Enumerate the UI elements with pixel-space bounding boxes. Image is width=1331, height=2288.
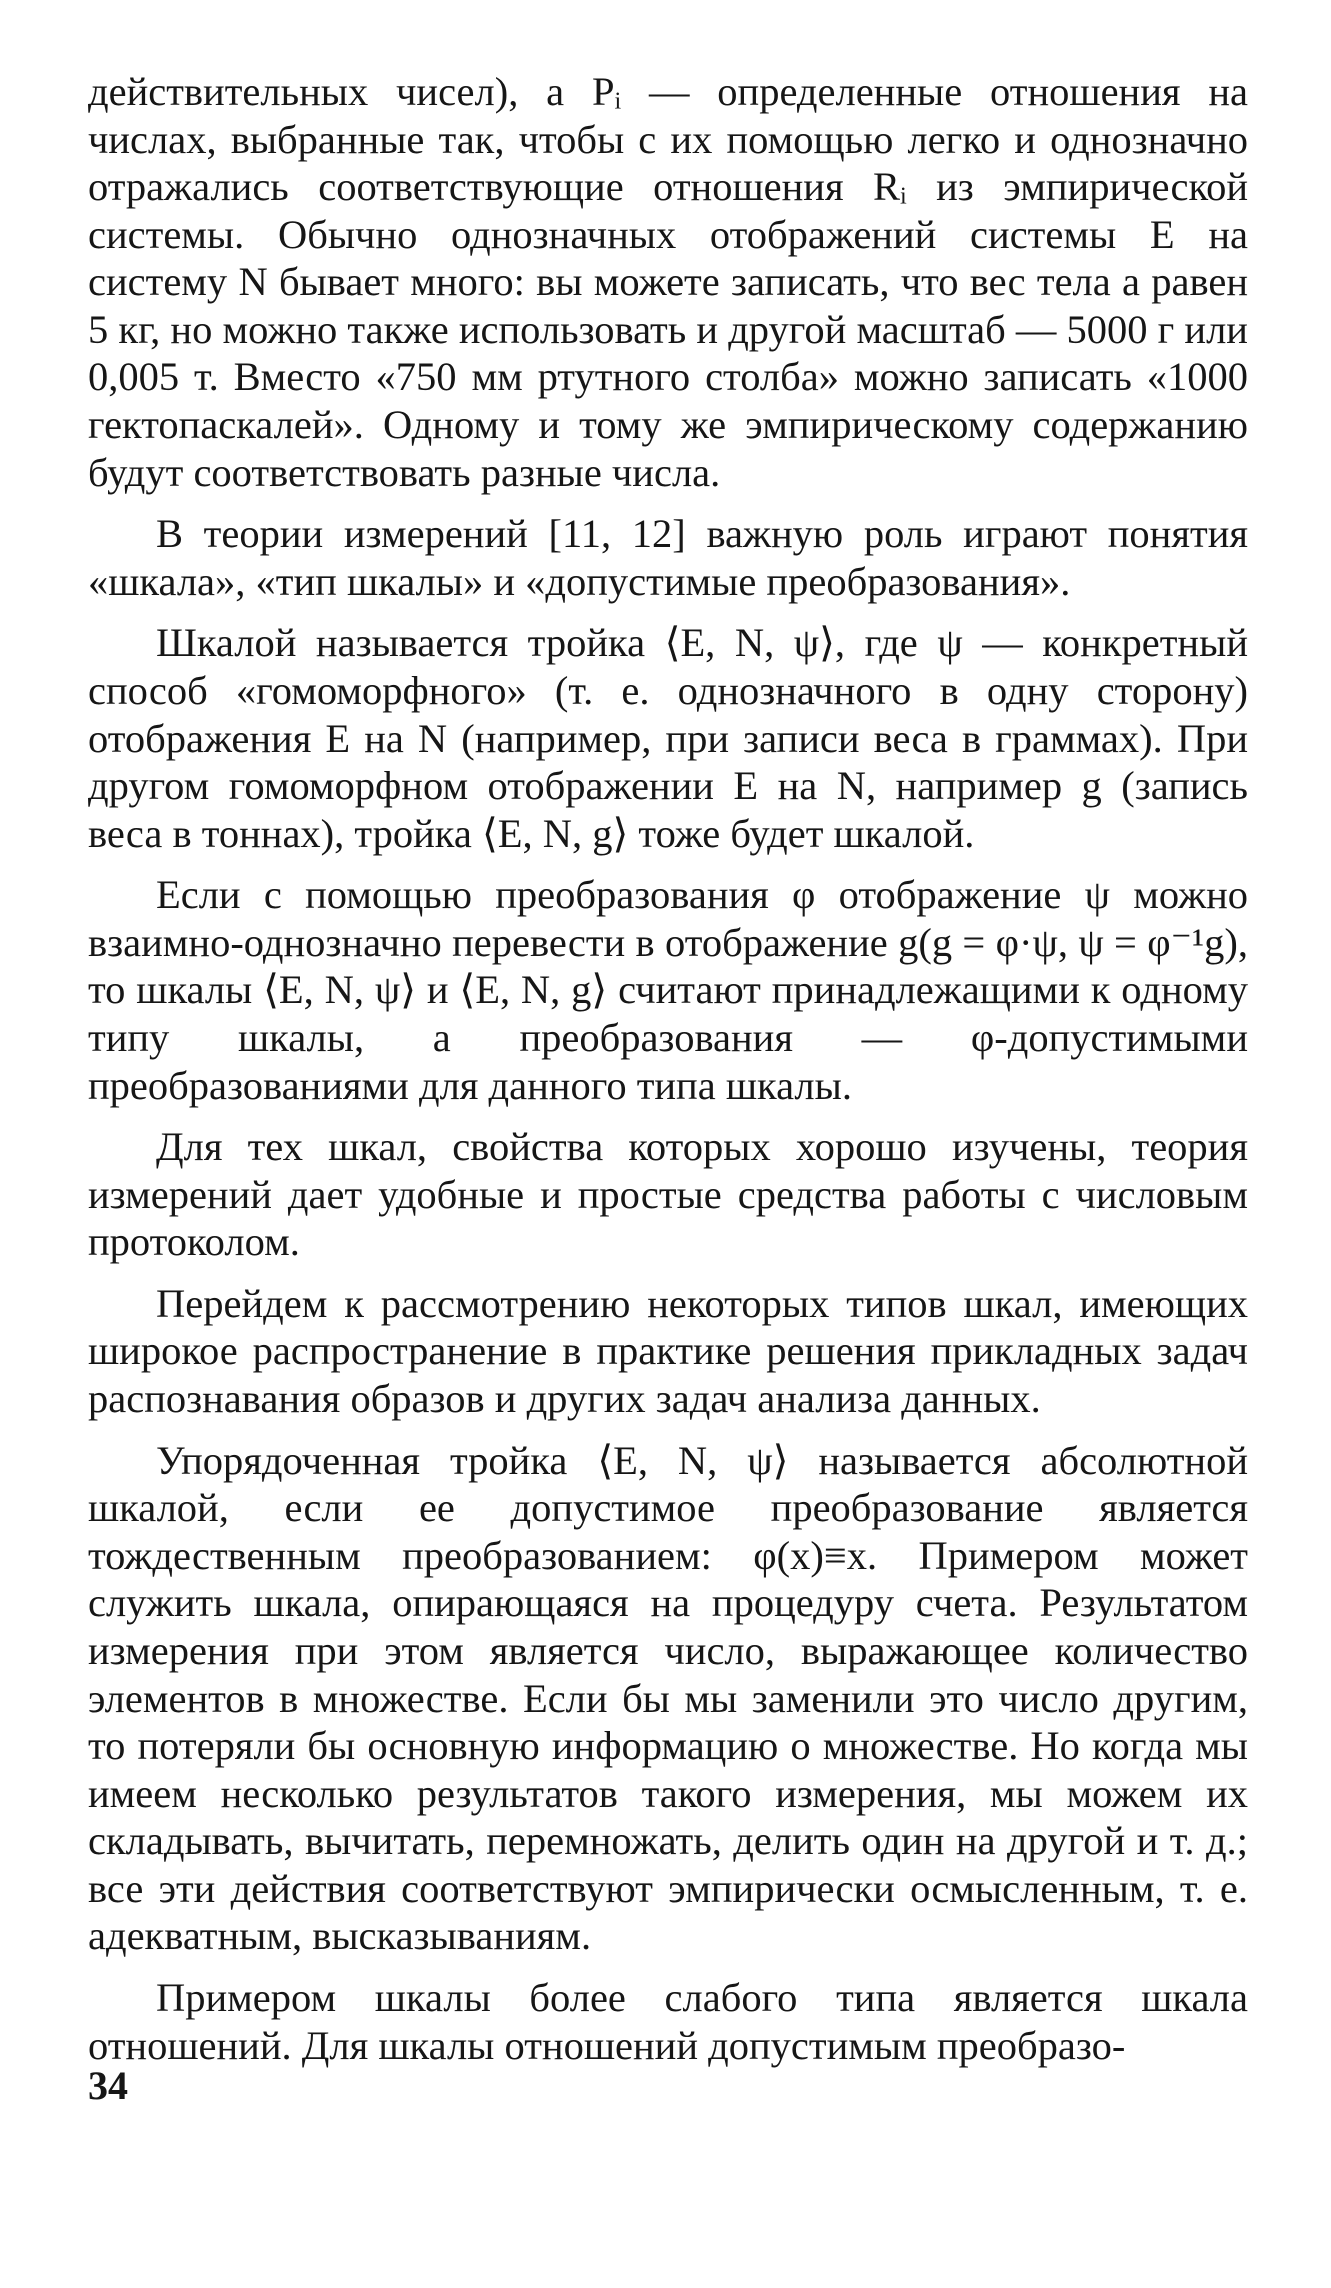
- page-number: 34: [88, 2063, 128, 2108]
- paragraph-7: Упорядоченная тройка ⟨E, N, ψ⟩ называется абсолютной шкалой, если ее допустимое преобразование является тождественным преобразованием: φ(x)≡x. Примером может служить шкала, опирающаяся на процедуру счета. Результатом измерения при этом является число, выражающее количество элементов в множестве. Если бы мы заменили это число другим, то потеряли бы основную информацию о множестве. Но когда мы имеем несколько результатов такого измерения, мы можем их складывать, вычитать, перемножать, делить один на другой и т. д.; все эти действия соответствуют эмпирически осмысленным, т. е. адекватным, высказываниям.: [88, 1437, 1248, 1959]
- paragraph-1: действительных чисел), а Pᵢ — определенные отношения на числах, выбранные так, чтобы с их помощью легко и однозначно отражались соответствующие отношения Rᵢ из эмпирической системы. Обычно однозначных отображений системы E на систему N бывает много: вы можете записать, что вес тела a равен 5 кг, но можно также использовать и другой масштаб — 5000 г или 0,005 т. Вместо «750 мм ртутного столба» можно записать «1000 гектопаскалей». Одному и тому же эмпирическому содержанию будут соответствовать разные числа.: [88, 69, 1248, 495]
- paragraph-5: Для тех шкал, свойства которых хорошо изучены, теория измерений дает удобные и простые средства работы с числовым протоколом.: [88, 1124, 1248, 1265]
- paragraph-2: В теории измерений [11, 12] важную роль играют понятия «шкала», «тип шкалы» и «допустимые преобразования».: [88, 511, 1248, 604]
- page-body: [88, 68, 1248, 2083]
- paragraph-8: Примером шкалы более слабого типа является шкала отношений. Для шкалы отношений допустимым преобразо-: [88, 1974, 1248, 2068]
- paragraph-4: Если с помощью преобразования φ отображение ψ можно взаимно-однозначно перевести в отображение g(g = φ·ψ, ψ = φ⁻¹g), то шкалы ⟨E, N, ψ⟩ и ⟨E, N, g⟩ считают принадлежащими к одному типу шкалы, а преобразования — φ-допустимыми преобразованиями для данного типа шкалы.: [88, 872, 1248, 1108]
- paragraph-6: Перейдем к рассмотрению некоторых типов шкал, имеющих широкое распространение в практике решения прикладных задач распознавания образов и других задач анализа данных.: [88, 1280, 1248, 1422]
- paragraph-3: Шкалой называется тройка ⟨E, N, ψ⟩, где ψ — конкретный способ «гомоморфного» (т. е. однозначного в одну сторону) отображения E на N (например, при записи веса в граммах). При другом гомоморфном отображении E на N, например g (запись веса в тоннах), тройка ⟨E, N, g⟩ тоже будет шкалой.: [88, 620, 1248, 856]
